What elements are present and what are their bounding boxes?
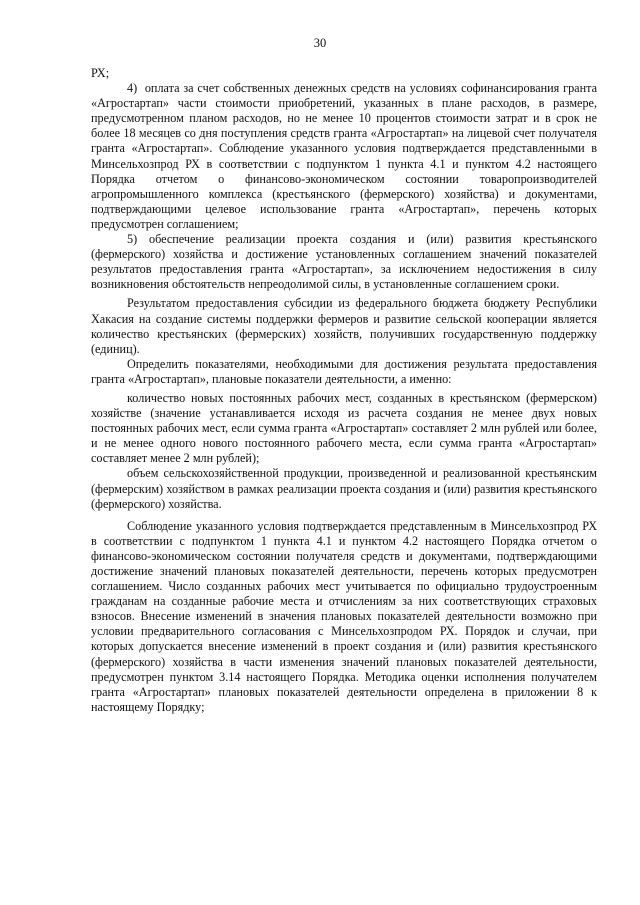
document-body (91, 66, 597, 715)
paragraph-result: Результатом предоставления субсидии из федерального бюджета бюджету Республики Хакасия на создание системы поддержки фермеров и развитие сельской кооперации является количество крестьянских (фермерских) хозяйств, получивших государственную поддержку (единиц). (91, 296, 597, 356)
paragraph-indicators: Определить показателями, необходимыми для достижения результата предоставления гранта «Агростартап», плановые показатели деятельности, а именно: (91, 356, 597, 386)
paragraph-item-5: 5) обеспечение реализации проекта создания и (или) развития крестьянского (фермерского) хозяйства и достижение установленных соглашением значений показателей результатов предоставления гранта «Агростартап», за исключением недостижения в силу возникновения обстоятельств непреодолимой силы, в установленные соглашением сроки. (91, 232, 597, 292)
paragraph-item-4: 4) оплата за счет собственных денежных средств на условиях софинансирования гранта «Агростартап» части стоимости приобретений, указанных в плане расходов, в размере, предусмотренном планом расходов, но не менее 10 процентов стоимости затрат и в срок не более 18 месяцев со дня поступления средств гранта «Агростартап» на лицевой счет получателя гранта «Агростартап». Соблюдение указанного условия подтверждается представленными в Минсельхозпрод РХ в соответствии с подпунктом 1 пункта 4.1 и пунктом 4.2 настоящего Порядка отчетом о финансово-экономическом состоянии товаропроизводителей агропромышленного комплекса (крестьянского (фермерского) хозяйства) и документами, подтверждающими целевое использование гранта «Агростартап», перечень которых предусмотрен соглашением; (91, 81, 597, 231)
paragraph-jobs-indicator: количество новых постоянных рабочих мест, созданных в крестьянском (фермерском) хозяйстве (значение устанавливается исходя из расчета создания не менее двух новых постоянных рабочих мест, если сумма гранта «Агростартап» составляет 2 млн рублей или более, и не менее одного нового постоянного рабочего места, если сумма гранта «Агростартап» составляет менее 2 млн рублей); (91, 390, 597, 466)
page-number: 30 (313, 36, 327, 50)
paragraph-continuation: РХ; (91, 66, 110, 80)
paragraph-production-indicator: объем сельскохозяйственной продукции, произведенной и реализованной крестьянским (фермерским) хозяйством в рамках реализации проекта создания и (или) развития крестьянского (фермерского) хозяйства. (91, 466, 597, 511)
paragraph-compliance: Соблюдение указанного условия подтверждается представленным в Минсельхозпрод РХ в соответствии с подпунктом 1 пункта 4.1 и пунктом 4.2 настоящего Порядка отчетом о финансово-экономическом состоянии получателя средств и документами, подтверждающими достижение значений плановых показателей деятельности, перечень которых предусмотрен соглашением. Число созданных рабочих мест учитывается по официально трудоустроенным гражданам на созданные рабочие места и отчислениям за них соответствующих страховых взносов. Внесение изменений в значения плановых показателей деятельности возможно при условии предварительного согласования с Минсельхозпродом РХ. Порядок и случаи, при которых допускается внесение изменений в проект создания и (или) развития крестьянского (фермерского) хозяйства в части изменения значений плановых показателей деятельности, предусмотрен пунктом 3.14 настоящего Порядка. Методика оценки исполнения получателем гранта «Агростартап» плановых показателей деятельности определена в приложении 8 к настоящему Порядку; (91, 518, 597, 714)
